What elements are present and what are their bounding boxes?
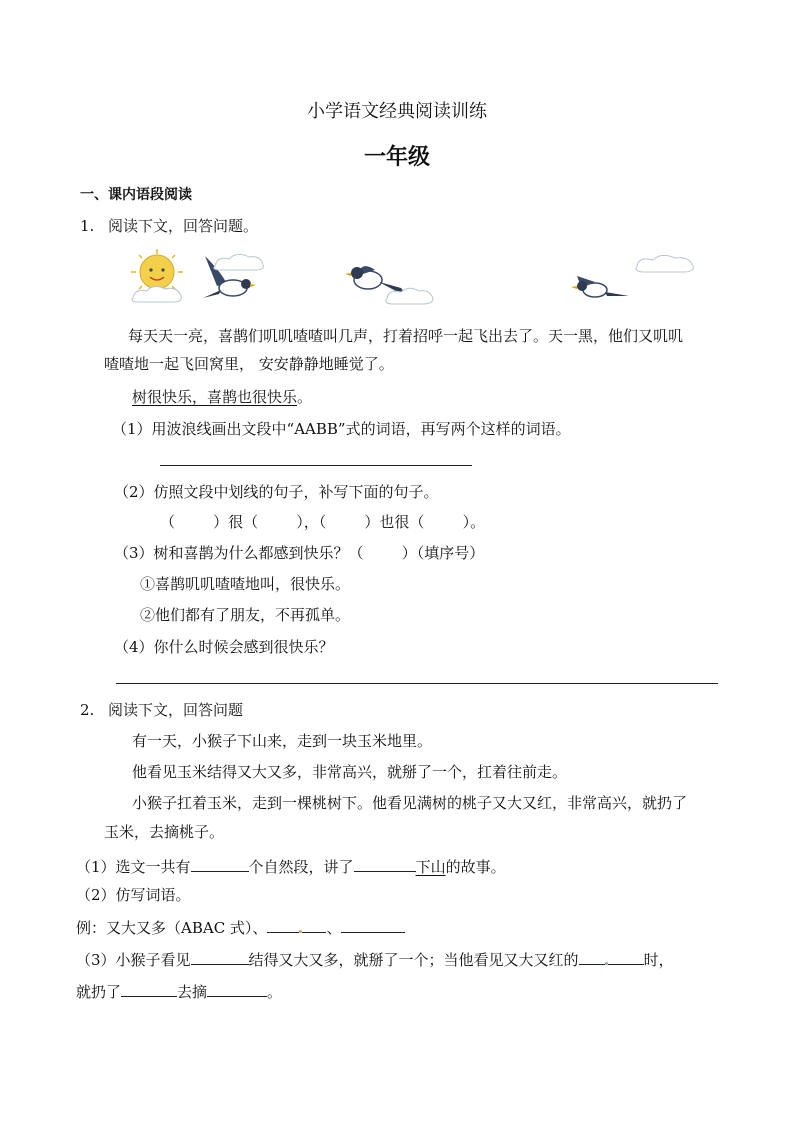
blank-field[interactable] (354, 855, 416, 872)
q2-paragraph-3-line-1: 小猴子扛着玉米，走到一棵桃树下。他看见满树的桃子又大又红，非常高兴，就扔了 (132, 794, 688, 812)
q1-sub-1: （1）用波浪线画出文段中“AABB”式的词语，再写两个这样的词语。 (112, 420, 571, 438)
underlined-sentence: 树很快乐，喜鹊也很快乐 (132, 388, 298, 406)
q1-sub-2-fill: （ ）很（ ），（ ）也很（ ）。 (160, 513, 486, 531)
question-1-prompt: 阅读下文，回答问题。 (108, 217, 259, 235)
q2-sub-3-text: 结得又大又多，就掰了一个；当他看见又大又红的 (248, 951, 579, 969)
q2-example-text: 例：又大又多（ABAC 式）、 (76, 919, 268, 937)
cloud-icon (386, 288, 433, 304)
q1-sub-3: （3）树和喜鹊为什么都感到快乐？（ ）（填序号） (114, 544, 485, 562)
cloud-icon (214, 254, 263, 270)
q2-example (76, 916, 405, 938)
section-heading: 一、课内语段阅读 (80, 187, 192, 203)
q2-sub-1-text: 的故事。 (445, 858, 506, 876)
q2-paragraph-3-line-2: 玉米，去摘桃子。 (104, 823, 225, 841)
sentence-end: 。 (297, 388, 313, 406)
answer-line[interactable] (116, 683, 718, 684)
passage-line-2: 喳喳地一起飞回窝里， 安安静静地睡觉了。 (104, 355, 394, 373)
q1-option-2: ②他们都有了朋友，不再孤单。 (140, 606, 351, 624)
q2-paragraph-1: 有一天，小猴子下山来，走到一块玉米地里。 (132, 732, 433, 750)
q1-option-1: ①喜鹊叽叽喳喳地叫，很快乐。 (140, 575, 351, 593)
blank-field[interactable] (608, 948, 644, 965)
magpie-icon (571, 276, 629, 297)
question-1-number: 1. (80, 217, 95, 235)
blank-field[interactable] (191, 948, 249, 965)
q2-sub-3-text: 。 (267, 983, 283, 1001)
q2-sub-1-text: 个自然段，讲了 (248, 858, 354, 876)
answer-line[interactable] (160, 465, 472, 466)
document-title: 小学语文经典阅读训练 (307, 101, 487, 122)
q2-paragraph-2: 他看见玉米结得又大又多，非常高兴，就掰了一个，扛着往前走。 (132, 763, 568, 781)
question-2-prompt: 阅读下文，回答问题 (108, 701, 244, 719)
q2-sub-3-text: （3）小猴子看见 (76, 951, 191, 969)
q2-sub-3-text: 去摘 (177, 983, 208, 1001)
cloud-icon (636, 255, 693, 272)
q2-sub-1 (76, 855, 506, 877)
blank-field[interactable] (121, 980, 177, 997)
q2-sub-3-text: 时， (643, 951, 674, 969)
grade-heading: 一年级 (363, 145, 430, 170)
blank-field[interactable] (207, 980, 267, 997)
passage-line-1: 每天天一亮，喜鹊们叽叽喳喳叫几声，打着招呼一起飞出去了。天一黑，他们又叽叽 (128, 327, 684, 345)
q2-sub-3-text: 就扔了 (76, 983, 122, 1001)
q1-sub-2: （2）仿照文段中划线的句子，补写下面的句子。 (114, 483, 439, 501)
q2-sub-2: （2）仿写词语。 (76, 886, 191, 904)
q2-sub-1-text: （1）选文一共有 (76, 858, 191, 876)
q2-sub-3-cont (76, 980, 282, 1002)
q2-example-text: 、 (326, 919, 342, 937)
passage-underlined-sentence (132, 387, 312, 407)
q2-sub-3 (76, 948, 674, 970)
q1-sub-4: （4）你什么时候会感到很快乐？ (114, 638, 334, 656)
q2-sub-1-text: 下山 (415, 858, 446, 876)
blank-field[interactable] (191, 855, 249, 872)
blank-field[interactable] (267, 916, 299, 933)
illustration-strip (125, 248, 705, 308)
blank-field[interactable] (302, 916, 326, 933)
question-2-number: 2. (80, 701, 95, 719)
blank-field[interactable] (341, 916, 405, 933)
blank-field[interactable] (579, 948, 605, 965)
